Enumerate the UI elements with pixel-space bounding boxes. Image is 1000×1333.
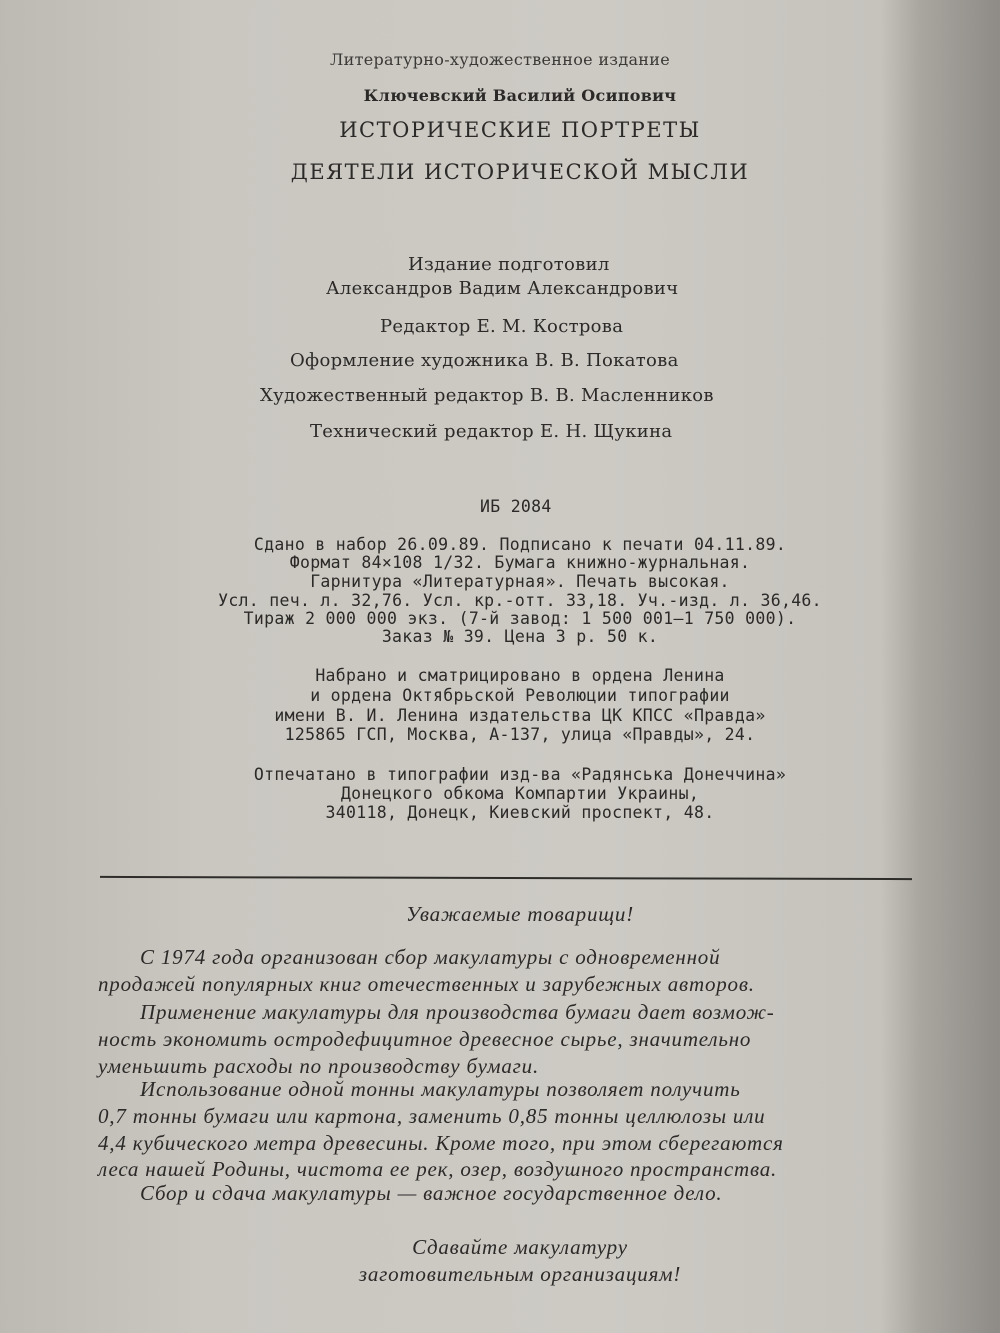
imprint-line: Заказ № 39. Цена 3 р. 50 к.: [381, 627, 659, 646]
typeset-line: 125865 ГСП, Москва, А-137, улица «Правды», 24.: [284, 725, 756, 744]
appeal-line: С 1974 года организован сбор макулатуры с одновременной: [140, 945, 721, 969]
appeal-greeting: Уважаемые товарищи!: [405, 902, 635, 926]
appeal-line: 0,7 тонны бумаги или картона, заменить 0,85 тонны целлюлозы или: [98, 1104, 766, 1128]
appeal-line: 4,4 кубического метра древесины. Кроме того, при этом сберегаются: [98, 1131, 784, 1155]
edition-type: Литературно-художественное издание: [329, 50, 671, 69]
imprint-line: Усл. печ. л. 32,76. Усл. кр.-отт. 33,18. Уч.-изд. л. 36,46.: [218, 591, 822, 610]
appeal-line: Сбор и сдача макулатуры — важное государственное дело.: [140, 1181, 723, 1205]
appeal-line: продажей популярных книг отечественных и зарубежных авторов.: [98, 972, 755, 996]
ib-number: ИБ 2084: [480, 497, 552, 516]
appeal-line: Использование одной тонны макулатуры позволяет получить: [140, 1077, 741, 1101]
credit-line: Александров Вадим Александрович: [326, 278, 679, 299]
imprint-line: Гарнитура «Литературная». Печать высокая.: [310, 572, 730, 591]
credit-line: Редактор Е. М. Кострова: [380, 316, 624, 337]
appeal-line: ность экономить остродефицитное древесное сырье, значительно: [98, 1027, 752, 1051]
printed-line: Отпечатано в типографии изд-ва «Радянська Донеччина»: [253, 765, 787, 784]
typeset-line: имени В. И. Ленина издательства ЦК КПСС «Правда»: [274, 706, 766, 725]
appeal-line: леса нашей Родины, чистота ее рек, озер, воздушного пространства.: [98, 1157, 778, 1181]
appeal-closing: заготовительным организациям!: [358, 1262, 682, 1286]
credit-line: Технический редактор Е. Н. Щукина: [310, 421, 673, 442]
printed-line: 340118, Донецк, Киевский проспект, 48.: [325, 803, 715, 822]
imprint-line: Сдано в набор 26.09.89. Подписано к печати 04.11.89.: [253, 535, 787, 554]
imprint-line: Формат 84×108 1/32. Бумага книжно-журнальная.: [289, 553, 751, 572]
appeal-closing: Сдавайте макулатуру: [412, 1235, 628, 1259]
appeal-line: уменьшить расходы по производству бумаги.: [98, 1054, 540, 1078]
typeset-line: Набрано и сматрицировано в ордена Ленина: [315, 666, 725, 685]
author: Ключевский Василий Осипович: [363, 86, 677, 105]
divider: [100, 876, 912, 880]
imprint-line: Тираж 2 000 000 экз. (7-й завод: 1 500 001—1 750 000).: [243, 609, 797, 628]
appeal-line: Применение макулатуры для производства бумаги дает возмож-: [140, 1000, 775, 1024]
credit-line: Оформление художника В. В. Покатова: [290, 350, 679, 371]
credit-line: Издание подготовил: [408, 254, 610, 275]
book-title: ИСТОРИЧЕСКИЕ ПОРТРЕТЫ: [339, 118, 701, 142]
credit-line: Художественный редактор В. В. Масленников: [260, 385, 714, 406]
printed-line: Донецкого обкома Компартии Украины,: [340, 784, 700, 803]
book-subtitle: ДЕЯТЕЛИ ИСТОРИЧЕСКОЙ МЫСЛИ: [290, 160, 750, 184]
typeset-line: и ордена Октябрьской Революции типографии: [310, 686, 730, 705]
